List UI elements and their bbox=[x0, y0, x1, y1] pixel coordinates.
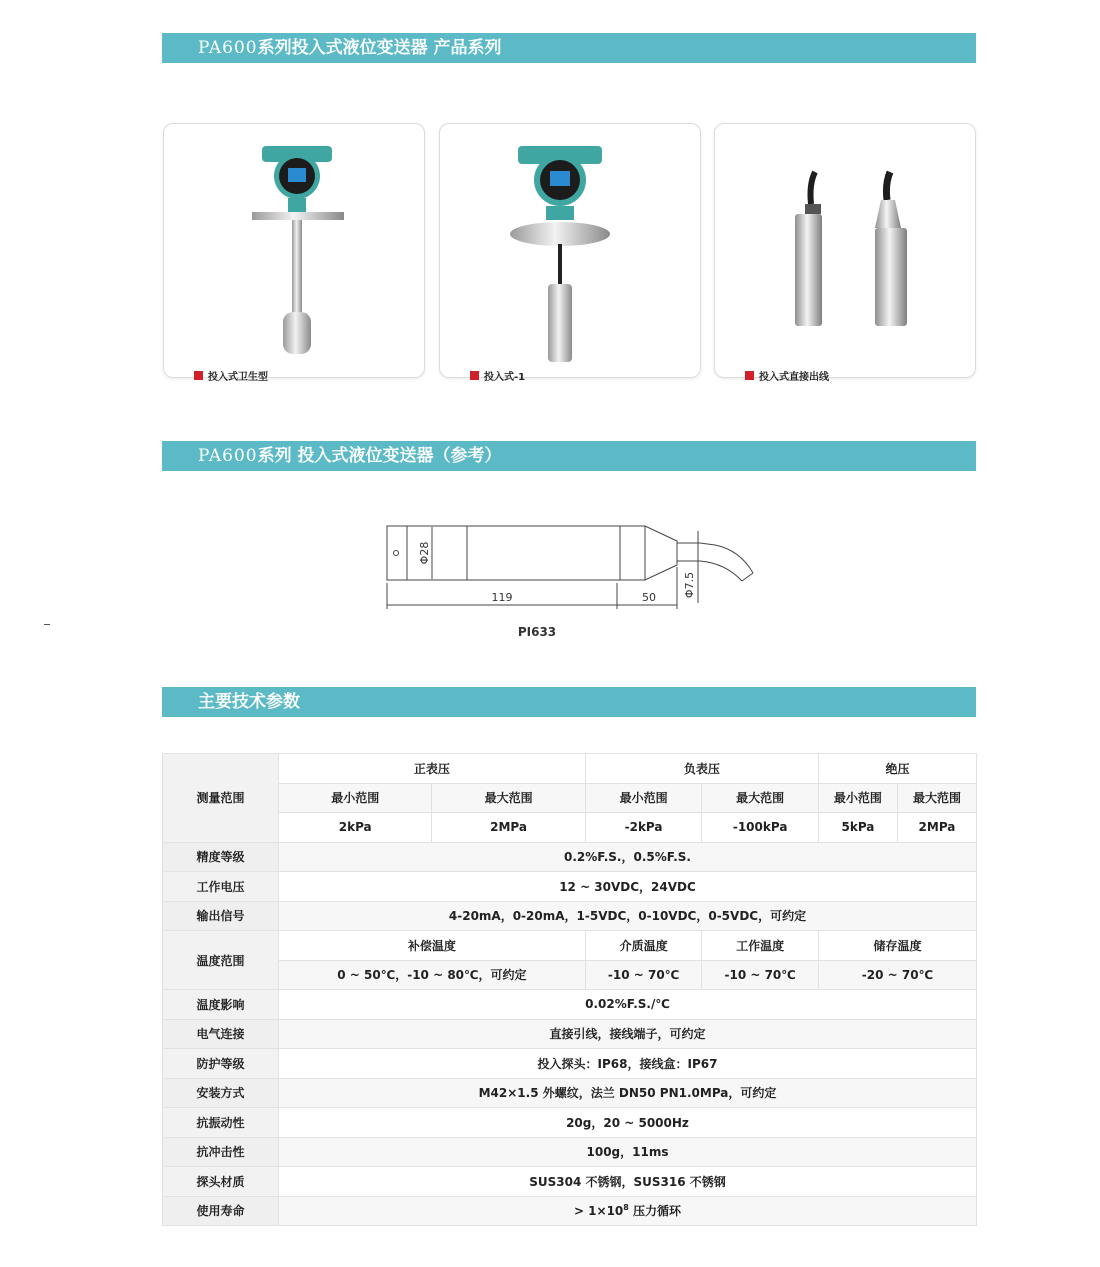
electrical-value: 直接引线，接线端子，可约定 bbox=[279, 1019, 977, 1049]
section-title: 主要技术参数 bbox=[198, 692, 300, 712]
group-gauge: 正表压 bbox=[279, 754, 586, 784]
min-range-head: 最小范围 bbox=[818, 783, 897, 813]
temp-head-compensation: 补偿温度 bbox=[279, 931, 586, 961]
row-label-accuracy: 精度等级 bbox=[163, 842, 279, 872]
row-label-material: 探头材质 bbox=[163, 1167, 279, 1197]
row-label-life: 使用寿命 bbox=[163, 1196, 279, 1226]
voltage-value: 12 ~ 30VDC，24VDC bbox=[279, 872, 977, 902]
product-card-hygienic bbox=[163, 123, 425, 383]
product-card-direct-cable bbox=[714, 123, 976, 383]
temp-value-storage: -20 ~ 70℃ bbox=[818, 960, 976, 990]
material-value: SUS304 不锈钢，SUS316 不锈钢 bbox=[279, 1167, 977, 1197]
bullet-square-icon bbox=[194, 371, 203, 380]
product-image-direct-cable bbox=[715, 124, 975, 364]
min-range-head: 最小范围 bbox=[279, 783, 432, 813]
temp-value-working: -10 ~ 70℃ bbox=[702, 960, 819, 990]
row-label-shock: 抗冲击性 bbox=[163, 1137, 279, 1167]
max-range-head: 最大范围 bbox=[432, 783, 585, 813]
max-range-head: 最大范围 bbox=[702, 783, 819, 813]
spec-table bbox=[162, 753, 977, 1226]
row-label-range: 测量范围 bbox=[163, 754, 279, 843]
range-value: 2MPa bbox=[432, 813, 585, 843]
row-label-protection: 防护等级 bbox=[163, 1049, 279, 1079]
vibration-value: 20g，20 ~ 5000Hz bbox=[279, 1108, 977, 1138]
accuracy-value: 0.2%F.S.，0.5%F.S. bbox=[279, 842, 977, 872]
dim-cable: Φ7.5 bbox=[683, 571, 696, 599]
temp-value-medium: -10 ~ 70℃ bbox=[585, 960, 702, 990]
range-value: -100kPa bbox=[702, 813, 819, 843]
product-image-type1 bbox=[440, 124, 700, 364]
temp-head-working: 工作温度 bbox=[702, 931, 819, 961]
range-value: 2kPa bbox=[279, 813, 432, 843]
group-absolute: 绝压 bbox=[818, 754, 976, 784]
temp-value-compensation: 0 ~ 50℃，-10 ~ 80℃，可约定 bbox=[279, 960, 586, 990]
output-value: 4-20mA，0-20mA，1-5VDC，0-10VDC，0-5VDC，可约定 bbox=[279, 901, 977, 931]
protection-value: 投入探头：IP68，接线盒：IP67 bbox=[279, 1049, 977, 1079]
section-header-specs bbox=[162, 687, 976, 717]
range-value: 5kPa bbox=[818, 813, 897, 843]
margin-mark bbox=[44, 624, 50, 625]
section-header-reference bbox=[162, 441, 976, 471]
row-label-output: 输出信号 bbox=[163, 901, 279, 931]
range-value: 2MPa bbox=[897, 813, 976, 843]
row-label-temperature: 温度范围 bbox=[163, 931, 279, 990]
life-value: > $1\times 10^8$ 压力循环 bbox=[279, 1196, 977, 1226]
dim-diameter: Φ28 bbox=[418, 541, 431, 565]
row-label-install: 安装方式 bbox=[163, 1078, 279, 1108]
product-card-type1 bbox=[439, 123, 701, 383]
product-caption: 投入式卫生型 bbox=[194, 368, 268, 383]
dim-length-tip: 50 bbox=[642, 591, 656, 604]
row-label-electrical: 电气连接 bbox=[163, 1019, 279, 1049]
section-title: PA600系列投入式液位变送器 产品系列 bbox=[198, 38, 502, 58]
temp-head-medium: 介质温度 bbox=[585, 931, 702, 961]
row-label-vibration: 抗振动性 bbox=[163, 1108, 279, 1138]
dim-length-body: 119 bbox=[491, 591, 513, 604]
row-label-voltage: 工作电压 bbox=[163, 872, 279, 902]
shock-value: 100g，11ms bbox=[279, 1137, 977, 1167]
range-value: -2kPa bbox=[585, 813, 702, 843]
model-label: PI633 bbox=[517, 625, 557, 639]
min-range-head: 最小范围 bbox=[585, 783, 702, 813]
temp-effect-value: 0.02%F.S./℃ bbox=[279, 990, 977, 1020]
section-header-products bbox=[162, 33, 976, 63]
temp-head-storage: 储存温度 bbox=[818, 931, 976, 961]
install-value: M42×1.5 外螺纹，法兰 DN50 PN1.0MPa，可约定 bbox=[279, 1078, 977, 1108]
dimension-drawing bbox=[370, 515, 770, 645]
bullet-square-icon bbox=[470, 371, 479, 380]
row-label-temp-effect: 温度影响 bbox=[163, 990, 279, 1020]
group-negative: 负表压 bbox=[585, 754, 818, 784]
max-range-head: 最大范围 bbox=[897, 783, 976, 813]
bullet-square-icon bbox=[745, 371, 754, 380]
section-title: PA600系列 投入式液位变送器（参考） bbox=[198, 446, 502, 466]
product-image-hygienic bbox=[164, 124, 424, 364]
product-caption: 投入式-1 bbox=[470, 368, 525, 383]
product-caption: 投入式直接出线 bbox=[745, 368, 829, 383]
